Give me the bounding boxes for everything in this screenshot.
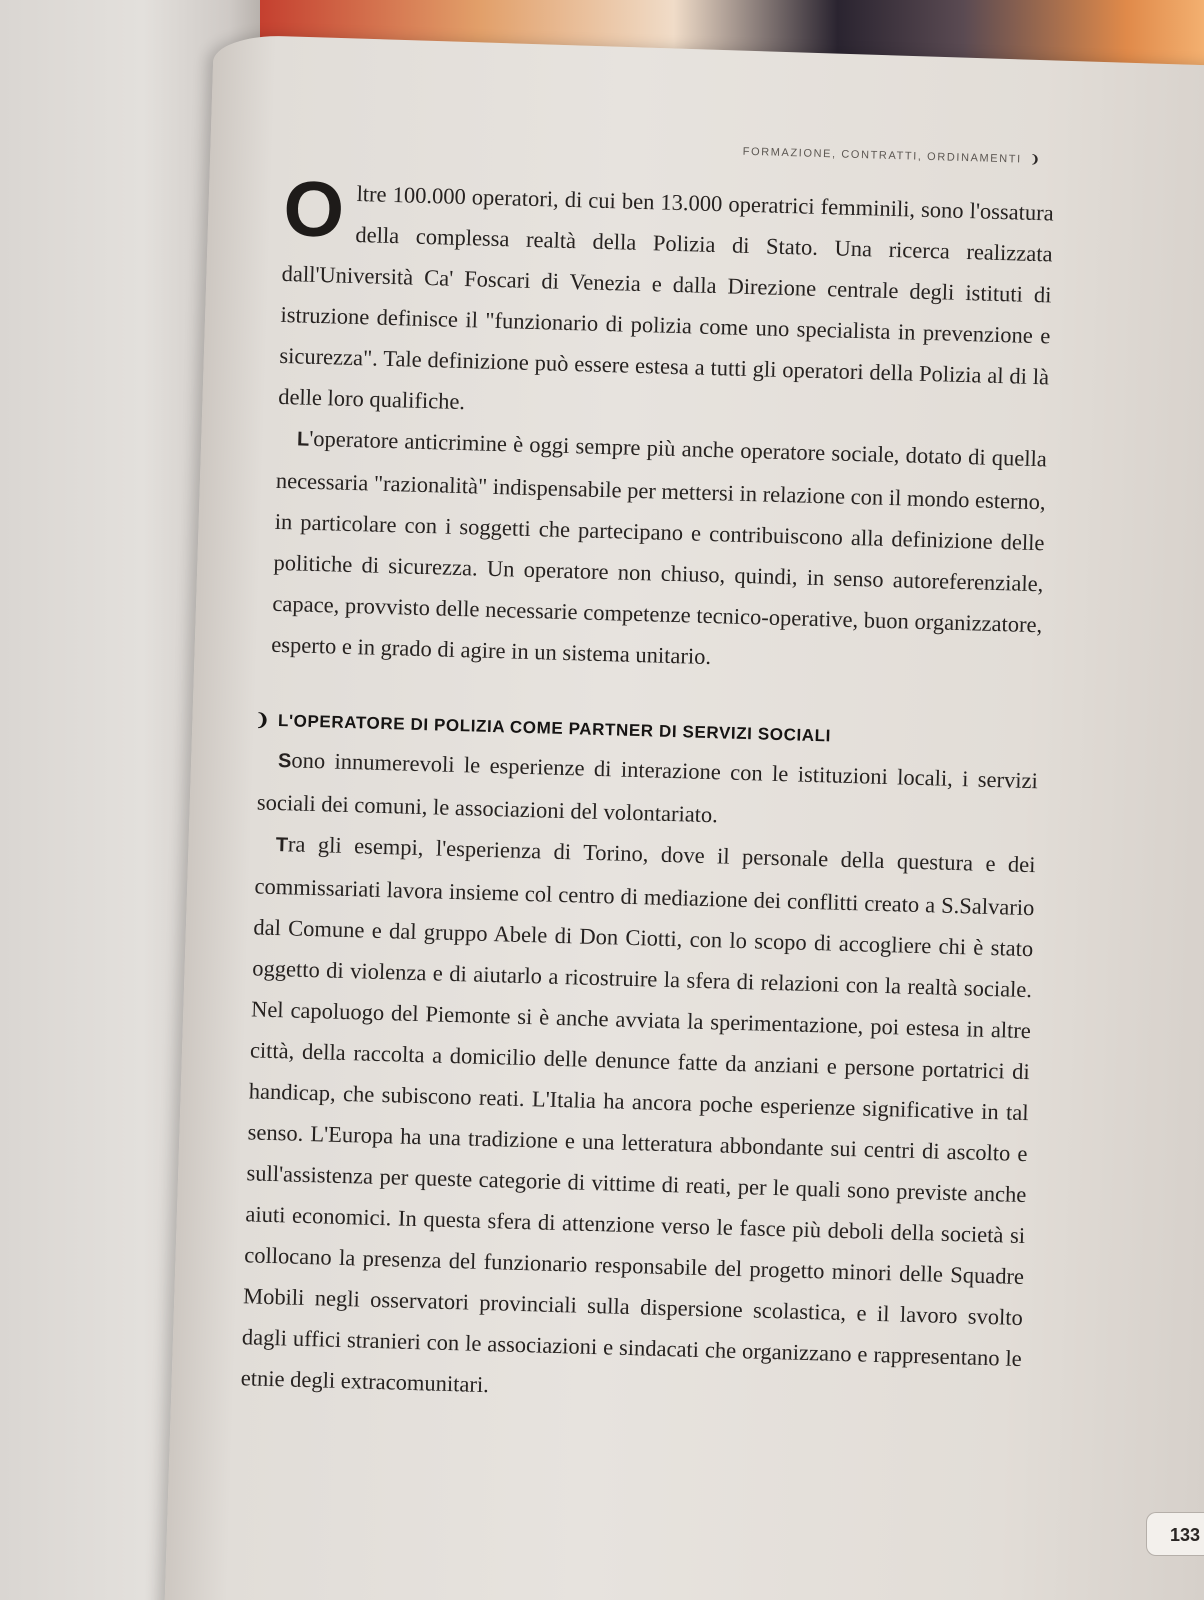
section-paragraph-text: ra gli esempi, l'esperienza di Torino, dove il personale della questura e dei commissariati lavora insieme col centro di mediazione dei conflitti creato a S.Salvario dal Comune e dal gruppo Abele di Don Ciotti, con lo scopo di accogliere chi è stato oggetto di violenza e di aiutarlo a ricostruire la sfera di relazioni con la realtà sociale. Nel capoluogo del Piemonte si è anche avviata la sperimentazione, poi estesa in altre città, della raccolta a domicilio delle denunce fatte da anziani e persone portatrici di handicap, che subiscono reati. L'Italia ha ancora poche esperienze significative in tal senso. L'Europa ha una tradizione e una letteratura abbondante sui centri di ascolto e sull'assistenza per queste categorie di vittime di reati, per le quali sono previste anche aiuti economici. In questa sfera di attenzione verso le fasce più deboli della società si collocano la presenza del funzionario responsabile del progetto minori delle Squadre Mobili negli osservatori provinciali sulla dispersione scolastica, e il lavoro svolto dagli uffici stranieri con le associazioni e sindacati che organizzano e rappresentano le etnie degli extracomunitari.: [240, 831, 1036, 1398]
paragraph-lead-letter: T: [275, 834, 289, 857]
drop-cap: O: [282, 163, 346, 254]
page-content: [240, 120, 1055, 1420]
section-body: [240, 738, 1038, 1420]
second-paragraph: [271, 417, 1048, 686]
page-number-tab: [1146, 1512, 1204, 1556]
paragraph-lead-letter: S: [277, 750, 292, 773]
running-head-mark: ❩: [1030, 153, 1042, 167]
running-head: [285, 132, 1041, 166]
page-number: 133: [1169, 1525, 1200, 1545]
paragraph-lead-letter: L: [296, 428, 310, 451]
section-heading-mark: ❩: [254, 710, 271, 730]
second-paragraph-text: 'operatore anticrimine è oggi sempre più anche operatore sociale, dotato di quella necessaria "razionalità" indispensabile per mettersi in relazione con il mondo esterno, in particolare con i soggetti che partecipano e contribuiscono alla definizione delle politiche di sicurezza. Un operatore non chiuso, quindi, in senso autoreferenziale, capace, provvisto delle necessarie competenze tecnico-operative, buon organizzatore, esperto e in grado di agire in un sistema unitario.: [271, 425, 1048, 670]
section-paragraph-text: ono innumerevoli le esperienze di interazione con le istituzioni locali, i servizi sociali dei comuni, le associazioni del volontariato.: [256, 747, 1039, 828]
section-paragraph: [240, 822, 1036, 1420]
running-head-text: FORMAZIONE, CONTRATTI, ORDINAMENTI: [742, 145, 1022, 166]
intro-paragraph-text: ltre 100.000 operatori, di cui ben 13.000 operatrici femminili, sono l'ossatura della complessa realtà della Polizia di Stato. Una ricerca realizzata dall'Università Ca' Foscari di Venezia e dalla Direzione centrale degli istituti di istruzione definisce il "funzionario di polizia come uno specialista in prevenzione e sicurezza". Tale definizione può essere estesa a tutti gli operatori della Polizia al di là delle loro qualifiche.: [277, 181, 1055, 415]
intro-paragraph: [277, 163, 1055, 438]
section-heading-text: L'OPERATORE DI POLIZIA COME PARTNER DI SERVIZI SOCIALI: [277, 711, 832, 746]
